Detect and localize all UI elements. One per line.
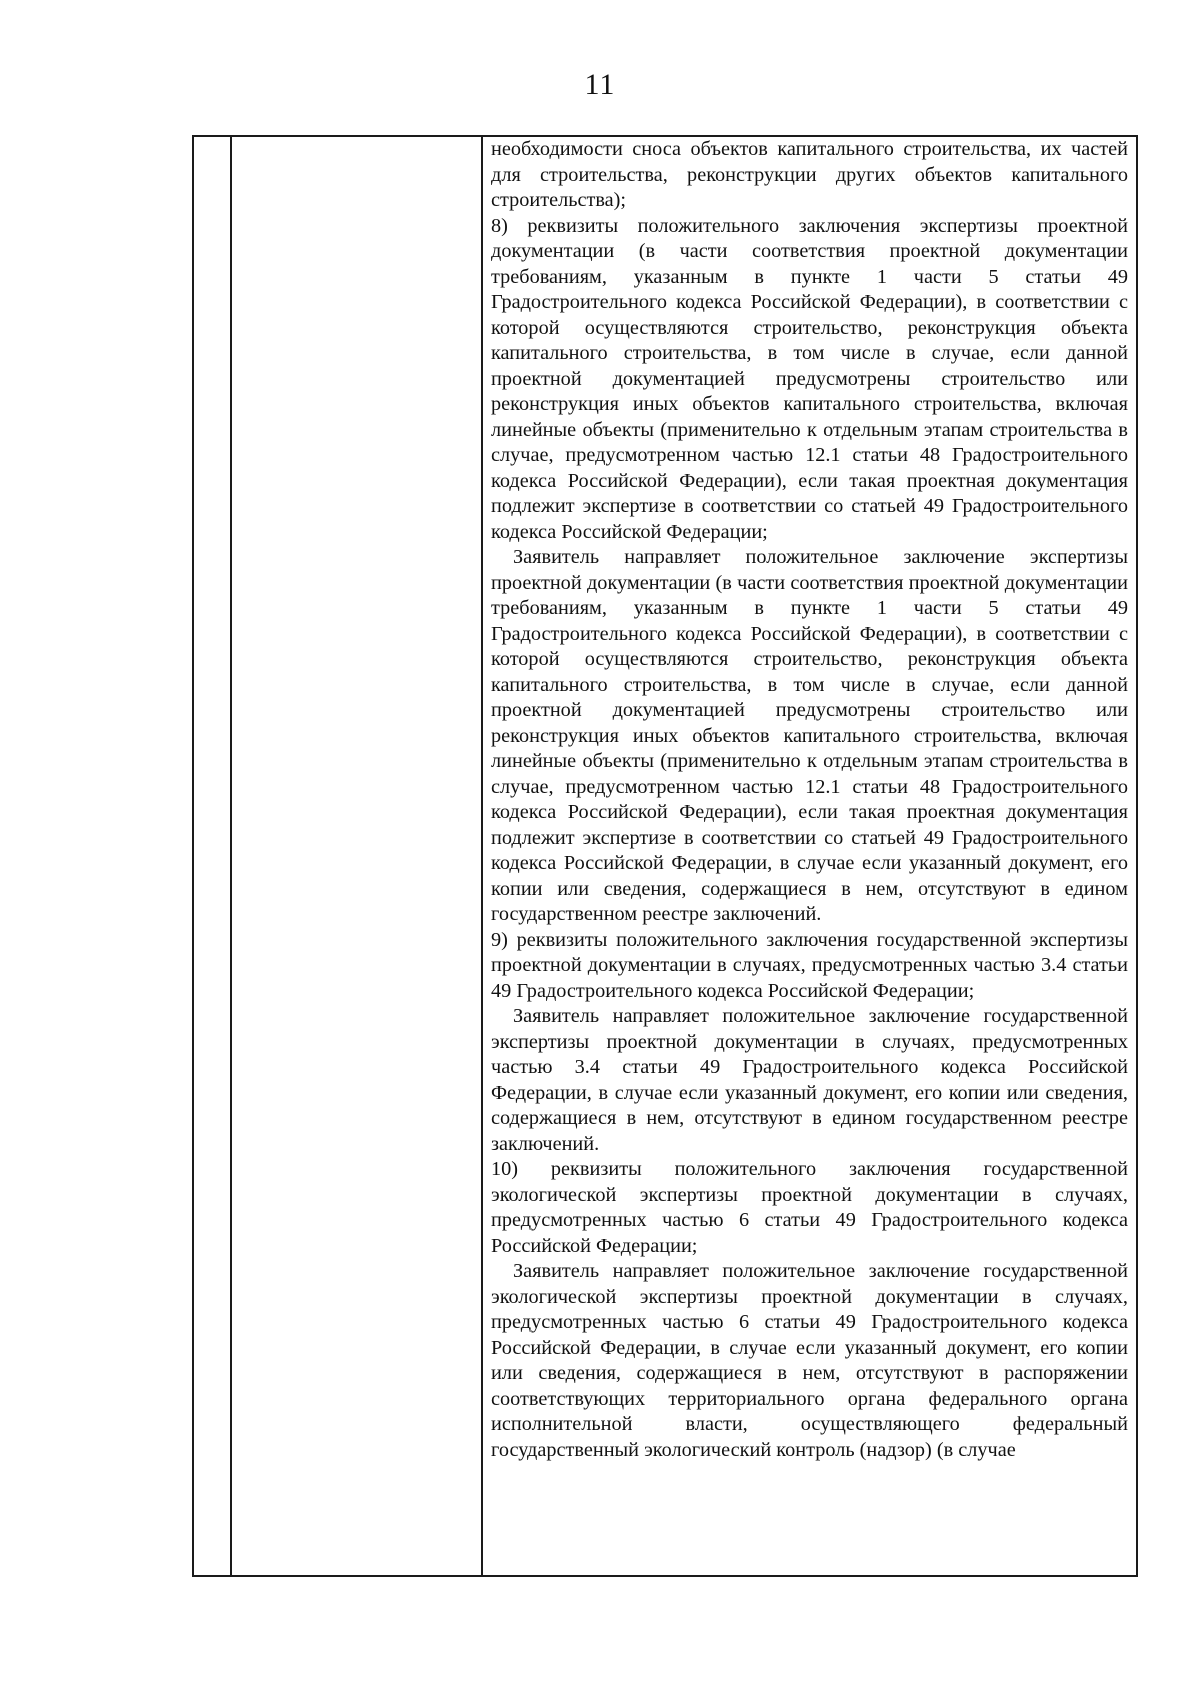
paragraph: 9) реквизиты положительного заключения государственной экспертизы проектной документации в случаях, предусмотренных частью 3.4 статьи 49 Градостроительного кодекса Российской Федерации; [491,928,1128,1002]
paragraph: необходимости сноса объектов капитального строительства, их частей для строительства, реконструкции других объектов капитального строительства); [491,138,1128,211]
table-cell-content [482,136,1137,1576]
paragraph: Заявитель направляет положительное заключение государственной экологической экспертизы проектной документации в случаях, предусмотренных частью 6 статьи 49 Градостроительного кодекса Российской Федерации, в случае если указанный документ, его копии или сведения, содержащиеся в нем, отсутствуют в распоряжении соответствующих территориального органа федерального органа исполнительной власти, осуществляющего федеральный государственный экологический контроль (надзор) (в случае [491,1260,1128,1461]
paragraph: 8) реквизиты положительного заключения экспертизы проектной документации (в части соответствия проектной документации требованиям, указанным в пункте 1 части 5 статьи 49 Градостроительного кодекса Российской Федерации), в соответствии с которой осуществляются строительство, реконструкция объекта капитального строительства, в том числе в случае, если данной проектной документацией предусмотрены строительство или реконструкция иных объектов капитального строительства, включая линейные объекты (применительно к отдельным этапам строительства в случае, предусмотренном частью 12.1 статьи 48 Градостроительного кодекса Российской Федерации), если такая проектная документация подлежит экспертизе в соответствии со статьей 49 Градостроительного кодекса Российской Федерации; [491,214,1128,543]
table-row [193,136,1137,1576]
cell-content [483,137,1136,1575]
document-table [192,135,1138,1577]
table-cell-name [231,136,482,1576]
page-number: 11 [584,68,616,101]
paragraph: Заявитель направляет положительное заключение экспертизы проектной документации (в части соответствия проектной документации требованиям, указанным в пункте 1 части 5 статьи 49 Градостроительного кодекса Российской Федерации), в соответствии с которой осуществляются строительство, реконструкция объекта капитального строительства, в том числе в случае, если данной проектной документацией предусмотрены строительство или реконструкция иных объектов капитального строительства, включая линейные объекты (применительно к отдельным этапам строительства в случае, предусмотренном частью 12.1 статьи 48 Градостроительного кодекса Российской Федерации), если такая проектная документация подлежит экспертизе в соответствии со статьей 49 Градостроительного кодекса Российской Федерации, в случае если указанный документ, его копии или сведения, содержащиеся в нем, отсутствуют в едином государственном реестре заключений. [491,546,1128,925]
paragraph: 10) реквизиты положительного заключения государственной экологической экспертизы проектной документации в случаях, предусмотренных частью 6 статьи 49 Градостроительного кодекса Российской Федерации; [491,1158,1128,1257]
paragraph: Заявитель направляет положительное заключение государственной экспертизы проектной документации в случаях, предусмотренных частью 3.4 статьи 49 Градостроительного кодекса Российской Федерации, в случае если указанный документ, его копии или сведения, содержащиеся в нем, отсутствуют в едином государственном реестре заключений. [491,1005,1128,1155]
table-cell-number [193,136,231,1576]
